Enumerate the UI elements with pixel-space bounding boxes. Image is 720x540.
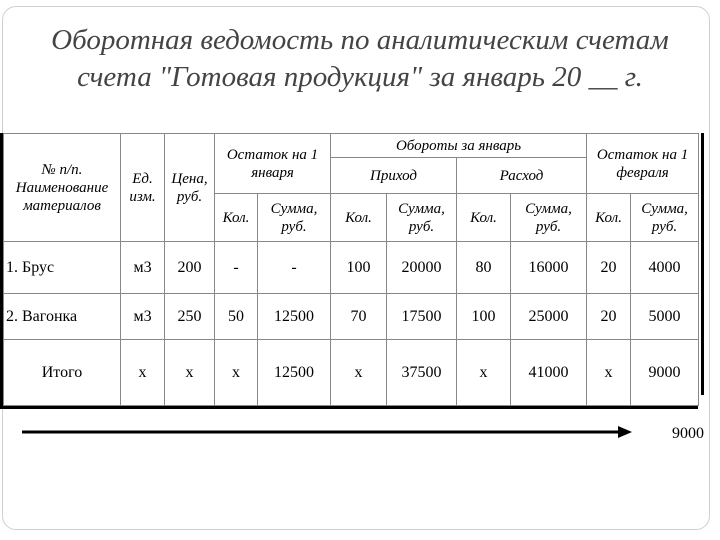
total-price: х bbox=[165, 340, 215, 406]
header-unit: Ед. изм. bbox=[121, 134, 165, 242]
total-label: Итого bbox=[4, 340, 121, 406]
row-in-qty: 70 bbox=[331, 294, 387, 340]
row-out-qty: 100 bbox=[457, 294, 511, 340]
title-line-2: счета "Готовая продукция" за январь 20 __ г. bbox=[77, 61, 643, 93]
row-name: 1. Брус bbox=[4, 242, 121, 294]
ledger-table bbox=[3, 133, 699, 406]
total-out-sum: 41000 bbox=[511, 340, 587, 406]
row-in-sum: 17500 bbox=[387, 294, 457, 340]
row-close-qty: 20 bbox=[587, 242, 631, 294]
header-opening-balance: Остаток на 1 января bbox=[215, 134, 331, 194]
total-in-sum: 37500 bbox=[387, 340, 457, 406]
total-row bbox=[4, 340, 699, 406]
total-unit: х bbox=[121, 340, 165, 406]
header-price: Цена, руб. bbox=[165, 134, 215, 242]
header-closing-balance: Остаток на 1 февраля bbox=[587, 134, 699, 194]
row-out-qty: 80 bbox=[457, 242, 511, 294]
page-title bbox=[0, 22, 720, 96]
row-open-qty: 50 bbox=[215, 294, 258, 340]
total-open-sum: 12500 bbox=[258, 340, 331, 406]
header-in-qty: Кол. bbox=[331, 194, 387, 242]
title-line-1: Оборотная ведомость по аналитическим счетам bbox=[51, 24, 669, 56]
arrow-right-icon bbox=[22, 425, 632, 439]
row-name: 2. Вагонка bbox=[4, 294, 121, 340]
header-in-sum: Сумма, руб. bbox=[387, 194, 457, 242]
row-close-sum: 4000 bbox=[631, 242, 699, 294]
right-border-rule bbox=[701, 133, 704, 395]
header-close-sum: Сумма, руб. bbox=[631, 194, 699, 242]
row-in-qty: 100 bbox=[331, 242, 387, 294]
row-price: 200 bbox=[165, 242, 215, 294]
total-annotation: 9000 bbox=[672, 425, 704, 442]
header-out-sum: Сумма, руб. bbox=[511, 194, 587, 242]
total-close-qty: х bbox=[587, 340, 631, 406]
total-out-qty: х bbox=[457, 340, 511, 406]
total-open-qty: х bbox=[215, 340, 258, 406]
ledger-table-frame bbox=[0, 133, 698, 409]
header-open-qty: Кол. bbox=[215, 194, 258, 242]
row-unit: м3 bbox=[121, 294, 165, 340]
total-in-qty: х bbox=[331, 340, 387, 406]
header-open-sum: Сумма, руб. bbox=[258, 194, 331, 242]
header-close-qty: Кол. bbox=[587, 194, 631, 242]
row-open-sum: - bbox=[258, 242, 331, 294]
row-close-sum: 5000 bbox=[631, 294, 699, 340]
row-price: 250 bbox=[165, 294, 215, 340]
header-num-name: № п/п. Наименование материалов bbox=[4, 134, 121, 242]
header-turnover: Обороты за январь bbox=[331, 134, 587, 158]
total-close-sum: 9000 bbox=[631, 340, 699, 406]
header-debit: Приход bbox=[331, 158, 457, 194]
table-row bbox=[4, 242, 699, 294]
table-row bbox=[4, 294, 699, 340]
row-open-qty: - bbox=[215, 242, 258, 294]
row-in-sum: 20000 bbox=[387, 242, 457, 294]
row-out-sum: 16000 bbox=[511, 242, 587, 294]
row-close-qty: 20 bbox=[587, 294, 631, 340]
row-unit: м3 bbox=[121, 242, 165, 294]
row-open-sum: 12500 bbox=[258, 294, 331, 340]
header-out-qty: Кол. bbox=[457, 194, 511, 242]
row-out-sum: 25000 bbox=[511, 294, 587, 340]
header-credit: Расход bbox=[457, 158, 587, 194]
